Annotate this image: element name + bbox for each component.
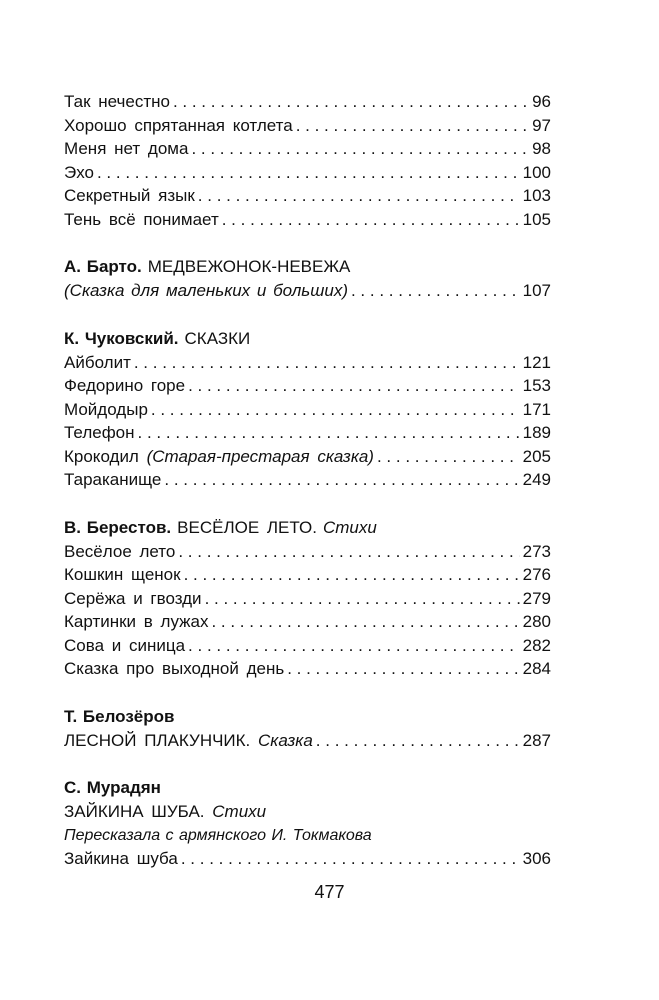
dot-leader: [205, 587, 520, 611]
section-title: ВЕСЁЛОЕ ЛЕТО.: [177, 517, 317, 537]
toc-entry[interactable]: [64, 610, 551, 634]
toc-entry[interactable]: [64, 657, 551, 681]
toc-entry[interactable]: [64, 634, 551, 658]
entry-title: Так нечестно: [64, 92, 170, 111]
entry-page-number: 279: [522, 588, 551, 608]
entry-page-number: 287: [522, 730, 551, 750]
table-of-contents: [64, 90, 551, 871]
dot-leader: [178, 540, 519, 564]
entry-page-number: 96: [532, 92, 551, 111]
author-name: С. Мурадян: [64, 778, 161, 797]
dot-leader: [287, 657, 519, 681]
entry-page-number: 103: [522, 186, 551, 205]
toc-section-continued: [64, 90, 551, 231]
dot-leader: [181, 847, 520, 871]
toc-entry[interactable]: [64, 114, 551, 138]
entry-page-number: 205: [522, 446, 551, 466]
work-title: ЗАЙКИНА ШУБА.: [64, 802, 205, 821]
entry-title: Кошкин щенок: [64, 565, 181, 584]
dot-leader: [134, 351, 520, 375]
entry-page-number: 276: [522, 565, 551, 584]
translator-note: Пересказала с армянского И. Токмакова: [64, 826, 372, 844]
dot-leader: [296, 114, 529, 138]
section-spacer: [64, 492, 551, 516]
entry-page-number: 153: [522, 376, 551, 395]
toc-entry[interactable]: [64, 137, 551, 161]
toc-section-chukovsky: [64, 327, 551, 492]
toc-entry[interactable]: [64, 421, 551, 445]
entry-title: Хорошо спрятанная котлета: [64, 115, 293, 135]
dot-leader: [222, 208, 520, 232]
entry-title: Серёжа и гвозди: [64, 588, 202, 608]
author-name: В. Берестов.: [64, 517, 172, 537]
dot-leader: [164, 468, 519, 492]
work-title-line: [64, 800, 551, 824]
dot-leader: [173, 90, 529, 114]
work-kind: Стихи: [212, 802, 267, 821]
entry-page-number: 282: [522, 635, 551, 655]
entry-title: Весёлое лето: [64, 541, 176, 561]
dot-leader: [377, 445, 520, 469]
dot-leader: [97, 161, 520, 185]
toc-entry[interactable]: [64, 587, 551, 611]
dot-leader: [151, 398, 520, 422]
entry-page-number: 273: [522, 541, 551, 561]
author-name: К. Чуковский.: [64, 328, 179, 348]
section-heading: [64, 255, 551, 279]
toc-entry[interactable]: [64, 351, 551, 375]
section-spacer: [64, 681, 551, 705]
entry-title: (Сказка для маленьких и больших): [64, 281, 348, 300]
toc-entry[interactable]: [64, 398, 551, 422]
dot-leader: [191, 137, 529, 161]
dot-leader: [138, 421, 520, 445]
entry-title: Крокодил: [64, 446, 139, 466]
section-heading: [64, 776, 551, 800]
entry-title: Меня нет дома: [64, 139, 189, 158]
entry-subtitle: Сказка: [258, 730, 313, 750]
entry-title: Тараканище: [64, 470, 162, 489]
toc-entry[interactable]: [64, 729, 551, 753]
author-name: Т. Белозёров: [64, 706, 175, 726]
section-spacer: [64, 303, 551, 327]
dot-leader: [184, 563, 520, 587]
entry-title: Сказка про выходной день: [64, 659, 285, 678]
entry-page-number: 284: [522, 659, 551, 678]
section-heading: [64, 516, 551, 540]
section-title: СКАЗКИ: [184, 328, 251, 348]
entry-page-number: 105: [522, 209, 551, 229]
section-spacer: [64, 231, 551, 255]
dot-leader: [316, 729, 520, 753]
entry-page-number: 306: [522, 849, 551, 868]
entry-page-number: 107: [522, 281, 551, 300]
section-heading: [64, 327, 551, 351]
entry-title: Эхо: [64, 162, 94, 182]
section-kind: Стихи: [322, 517, 377, 537]
entry-title: Айболит: [64, 352, 131, 372]
entry-subtitle: (Старая-престарая сказка): [146, 446, 374, 466]
toc-entry[interactable]: [64, 563, 551, 587]
toc-entry[interactable]: [64, 161, 551, 185]
entry-title: Сова и синица: [64, 635, 186, 655]
toc-entry[interactable]: [64, 90, 551, 114]
section-title: МЕДВЕЖОНОК-НЕВЕЖА: [147, 257, 351, 276]
toc-section-belozerov: [64, 705, 551, 753]
dot-leader: [188, 374, 520, 398]
dot-leader: [351, 279, 520, 303]
entry-page-number: 171: [522, 399, 551, 419]
entry-page-number: 249: [522, 470, 551, 489]
toc-entry[interactable]: [64, 208, 551, 232]
dot-leader: [198, 184, 520, 208]
dot-leader: [188, 634, 520, 658]
author-name: А. Барто.: [64, 257, 142, 276]
toc-section-barto: [64, 255, 551, 303]
entry-page-number: 97: [532, 115, 551, 135]
entry-title: Тень всё понимает: [64, 209, 219, 229]
toc-entry[interactable]: [64, 540, 551, 564]
toc-entry[interactable]: [64, 184, 551, 208]
toc-entry[interactable]: [64, 374, 551, 398]
entry-title: Секретный язык: [64, 186, 195, 205]
entry-title-group: [64, 445, 374, 469]
section-spacer: [64, 752, 551, 776]
entry-title: Федорино горе: [64, 376, 186, 395]
toc-entry[interactable]: [64, 847, 551, 871]
entry-title: Мойдодыр: [64, 399, 148, 419]
entry-page-number: 189: [522, 423, 551, 442]
entry-title: Зайкина шуба: [64, 849, 178, 868]
entry-page-number: 98: [532, 139, 551, 158]
entry-page-number: 280: [522, 612, 551, 631]
toc-entry[interactable]: [64, 468, 551, 492]
entry-title: Картинки в лужах: [64, 612, 209, 631]
entry-title: ЛЕСНОЙ ПЛАКУНЧИК.: [64, 730, 251, 750]
section-heading: [64, 705, 551, 729]
page-number: 477: [314, 882, 345, 902]
toc-entry[interactable]: [64, 279, 551, 303]
entry-page-number: 121: [522, 352, 551, 372]
toc-entry[interactable]: [64, 445, 551, 469]
entry-title-group: [64, 729, 313, 753]
entry-title: Телефон: [64, 423, 135, 442]
toc-section-berestov: [64, 516, 551, 681]
entry-page-number: 100: [522, 162, 551, 182]
toc-section-muradyan: [64, 776, 551, 871]
dot-leader: [211, 610, 519, 634]
